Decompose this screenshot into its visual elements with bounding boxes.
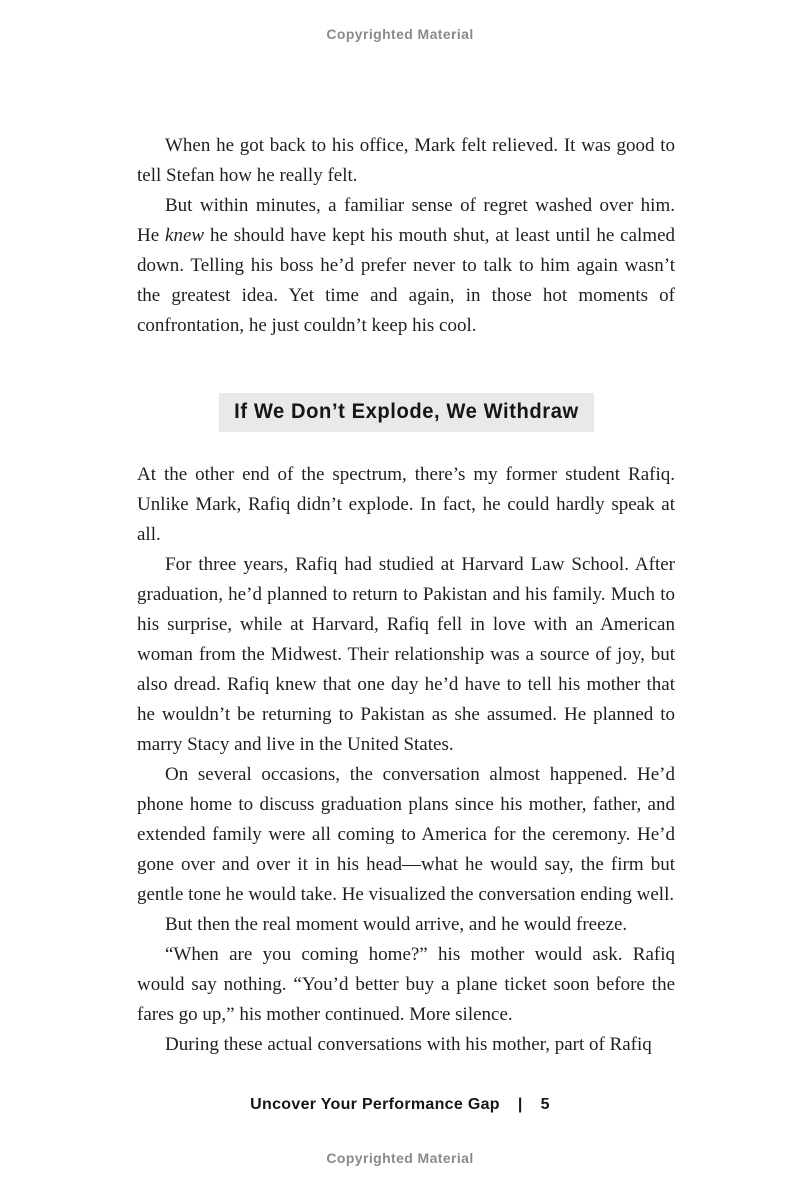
paragraph xyxy=(137,760,675,910)
paragraph-text: During these actual conversations with his mother, part of Rafiq xyxy=(165,1034,652,1055)
copyright-notice-bottom: Copyrighted Material xyxy=(326,1150,474,1166)
paragraph xyxy=(137,191,675,341)
page-number: 5 xyxy=(540,1096,550,1113)
section-heading-container xyxy=(137,393,675,432)
paragraph-text: For three years, Rafiq had studied at Harvard Law School. After graduation, he’d planned to return to Pakistan and his family. Much to his surprise, while at Harvard, Rafiq fell in love with an American woman from the Midwest. Their relationship was a source of joy, but also dread. Rafiq knew that one day he’d have to tell his mother that he wouldn’t be returning to Pakistan as she assumed. He planned to marry Stacy and live in the United States. xyxy=(137,554,675,755)
paragraph-text-italic: knew xyxy=(165,225,205,246)
paragraph-text: But within minutes, a familiar sense of regret washed over him. He xyxy=(137,195,675,246)
paragraph-text: But then the real moment would arrive, and he would freeze. xyxy=(165,914,628,935)
section-heading: If We Don’t Explode, We Withdraw xyxy=(218,393,593,432)
paragraph xyxy=(137,460,675,550)
paragraph xyxy=(137,550,675,760)
footer-separator: | xyxy=(517,1096,523,1113)
paragraph xyxy=(137,910,675,940)
paragraph-text: When he got back to his office, Mark felt relieved. It was good to tell Stefan how he really felt. xyxy=(137,135,675,186)
paragraph xyxy=(137,1030,675,1060)
copyright-notice-top: Copyrighted Material xyxy=(326,26,474,42)
running-footer xyxy=(0,1096,800,1114)
paragraph-text: On several occasions, the conversation almost happened. He’d phone home to discuss graduation plans since his mother, father, and extended family were all coming to America for the ceremony. He’d gone over and over it in his head—what he would say, the firm but gentle tone he would take. He visualized the conversation ending well. xyxy=(137,764,675,905)
paragraph xyxy=(137,940,675,1030)
paragraph-text: he should have kept his mouth shut, at least until he calmed down. Telling his boss he’d prefer never to talk to him again wasn’t the greatest idea. Yet time and again, in those hot moments of confrontation, he just couldn’t keep his cool. xyxy=(137,225,675,336)
running-head-title: Uncover Your Performance Gap xyxy=(250,1096,500,1113)
paragraph-text: “When are you coming home?” his mother would ask. Rafiq would say nothing. “You’d better buy a plane ticket soon before the fares go up,” his mother continued. More silence. xyxy=(137,944,675,1025)
page-body xyxy=(137,131,675,1060)
paragraph xyxy=(137,131,675,191)
paragraph-text: At the other end of the spectrum, there’s my former student Rafiq. Unlike Mark, Rafiq didn’t explode. In fact, he could hardly speak at all. xyxy=(137,464,675,545)
